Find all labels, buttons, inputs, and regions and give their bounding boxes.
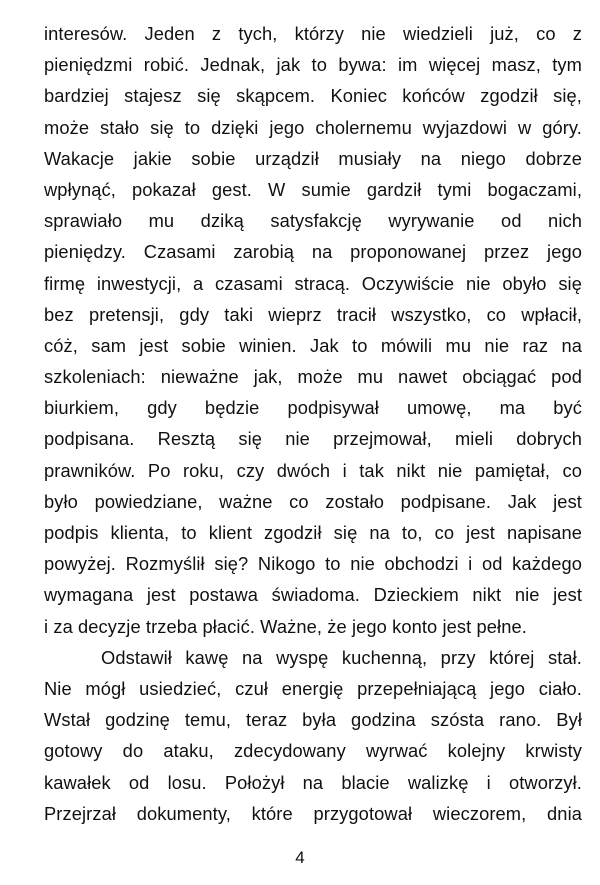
text-line: cóż, sam jest sobie winien. Jak to mówili mu nie raz na <box>44 334 582 356</box>
text-line: Odstawił kawę na wyspę kuchenną, przy której stał. <box>101 646 582 668</box>
text-line: może stało się to dzięki jego cholernemu wyjazdowi w góry. <box>44 116 582 138</box>
text-line: prawników. Po roku, czy dwóch i tak nikt nie pamiętał, co <box>44 459 582 481</box>
text-line: bardziej stajesz się skąpcem. Koniec końców zgodził się, <box>44 85 582 107</box>
text-line: podpisana. Resztą się nie przejmował, mieli dobrych <box>44 428 582 450</box>
text-line: i za decyzje trzeba płacić. Ważne, że jego konto jest pełne. <box>44 615 527 637</box>
text-line: bez pretensji, gdy taki wieprz tracił wszystko, co wpłacił, <box>44 303 582 325</box>
text-line: biurkiem, gdy będzie podpisywał umowę, ma być <box>44 397 582 419</box>
text-line: firmę inwestycji, a czasami stracą. Oczywiście nie obyło się <box>44 272 582 294</box>
text-line: kawałek od losu. Położył na blacie walizkę i otworzył. <box>44 771 582 793</box>
text-line: Wakacje jakie sobie urządził musiały na niego dobrze <box>44 147 582 169</box>
text-line: szkoleniach: nieważne jak, może mu nawet obciągać pod <box>44 366 582 388</box>
text-line: wpłynąć, pokazał gest. W sumie gardził tymi bogaczami, <box>44 178 582 200</box>
paragraph-1 <box>44 18 582 642</box>
text-line: podpis klienta, to klient zgodził się na to, co jest napisane <box>44 522 582 543</box>
text-line: interesów. Jeden z tych, którzy nie wiedzieli już, co z <box>44 23 582 44</box>
text-line: wymagana jest postawa świadoma. Dzieckiem nikt nie jest <box>44 584 582 606</box>
page-number: 4 <box>295 848 305 867</box>
text-line: sprawiało mu dziką satysfakcję wyrywanie od nich <box>44 210 582 232</box>
text-line: Wstał godzinę temu, teraz była godzina szósta rano. Był <box>44 709 582 731</box>
text-line: Nie mógł usiedzieć, czuł energię przepełniającą jego ciało. <box>44 677 582 699</box>
text-line: Przejrzał dokumenty, które przygotował wieczorem, dnia <box>44 802 582 824</box>
paragraph-2 <box>44 642 582 829</box>
text-line: gotowy do ataku, zdecydowany wyrwać kolejny krwisty <box>44 740 582 762</box>
body-text <box>44 18 582 829</box>
text-line: powyżej. Rozmyślił się? Nikogo to nie obchodzi i od każdego <box>44 553 582 575</box>
text-line: pieniędzy. Czasami zarobią na proponowanej przez jego <box>44 241 582 263</box>
text-line: pieniędzmi robić. Jednak, jak to bywa: im więcej masz, tym <box>44 54 582 76</box>
text-line: było powiedziane, ważne co zostało podpisane. Jak jest <box>44 490 582 512</box>
